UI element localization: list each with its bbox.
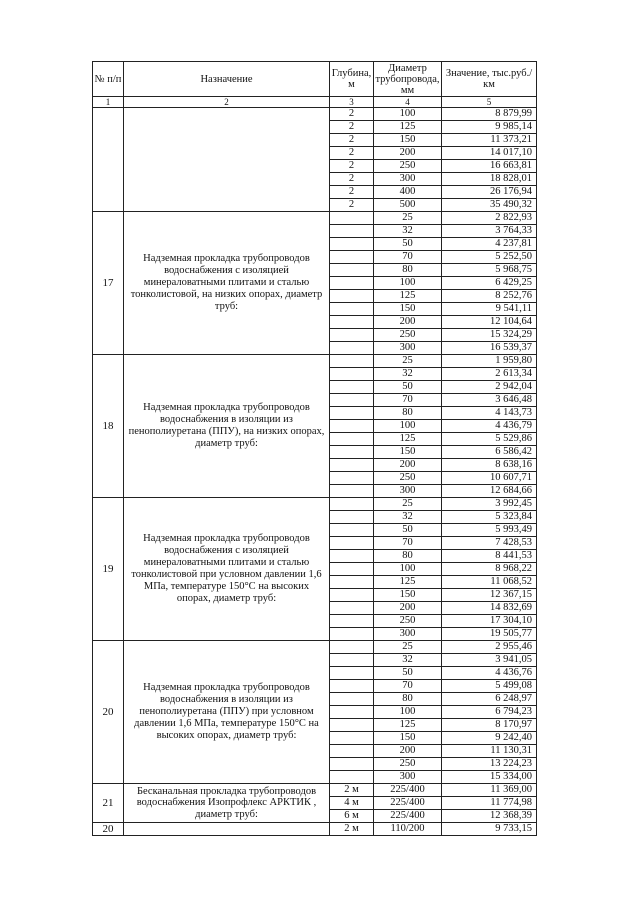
depth-cell xyxy=(330,615,374,628)
header-value: Значение, тыс.руб./км xyxy=(442,62,537,97)
diameter-cell: 125 xyxy=(374,290,442,303)
value-cell: 6 248,97 xyxy=(442,693,537,706)
value-cell: 8 638,16 xyxy=(442,459,537,472)
value-cell: 7 428,53 xyxy=(442,537,537,550)
diameter-cell: 150 xyxy=(374,732,442,745)
item-number: 17 xyxy=(93,212,124,355)
diameter-cell: 125 xyxy=(374,576,442,589)
diameter-cell: 50 xyxy=(374,381,442,394)
item-number xyxy=(93,108,124,212)
depth-cell xyxy=(330,303,374,316)
diameter-cell: 400 xyxy=(374,186,442,199)
value-cell: 15 324,29 xyxy=(442,329,537,342)
table-body xyxy=(93,108,537,836)
item-description: Надземная прокладка трубопроводов водоснабжения в изоляции из пенополиуретана (ППУ) при условном давлении 1,6 МПа, температуре 150°С на высоких опорах, диаметр труб: xyxy=(124,641,330,784)
depth-cell xyxy=(330,264,374,277)
depth-cell xyxy=(330,433,374,446)
item-number: 18 xyxy=(93,355,124,498)
depth-cell xyxy=(330,290,374,303)
diameter-cell: 250 xyxy=(374,472,442,485)
value-cell: 5 499,08 xyxy=(442,680,537,693)
value-cell: 3 941,05 xyxy=(442,654,537,667)
diameter-cell: 125 xyxy=(374,121,442,134)
value-cell: 18 828,01 xyxy=(442,173,537,186)
diameter-cell: 70 xyxy=(374,251,442,264)
depth-cell xyxy=(330,472,374,485)
diameter-cell: 200 xyxy=(374,459,442,472)
depth-cell xyxy=(330,511,374,524)
value-cell: 11 068,52 xyxy=(442,576,537,589)
table-row xyxy=(93,641,537,654)
value-cell: 9 985,14 xyxy=(442,121,537,134)
depth-cell: 4 м xyxy=(330,797,374,810)
depth-cell xyxy=(330,706,374,719)
diameter-cell: 25 xyxy=(374,641,442,654)
value-cell: 3 764,33 xyxy=(442,225,537,238)
value-cell: 2 613,34 xyxy=(442,368,537,381)
depth-cell xyxy=(330,550,374,563)
value-cell: 26 176,94 xyxy=(442,186,537,199)
depth-cell: 2 xyxy=(330,173,374,186)
diameter-cell: 150 xyxy=(374,134,442,147)
diameter-cell: 110/200 xyxy=(374,823,442,836)
diameter-cell: 250 xyxy=(374,758,442,771)
diameter-cell: 25 xyxy=(374,355,442,368)
depth-cell xyxy=(330,680,374,693)
value-cell: 5 252,50 xyxy=(442,251,537,264)
item-number: 19 xyxy=(93,498,124,641)
depth-cell xyxy=(330,238,374,251)
depth-cell xyxy=(330,693,374,706)
diameter-cell: 200 xyxy=(374,316,442,329)
value-cell: 12 367,15 xyxy=(442,589,537,602)
value-cell: 1 959,80 xyxy=(442,355,537,368)
diameter-cell: 32 xyxy=(374,225,442,238)
depth-cell xyxy=(330,420,374,433)
value-cell: 4 237,81 xyxy=(442,238,537,251)
value-cell: 4 436,79 xyxy=(442,420,537,433)
value-cell: 6 429,25 xyxy=(442,277,537,290)
value-cell: 4 143,73 xyxy=(442,407,537,420)
depth-cell: 2 xyxy=(330,147,374,160)
depth-cell xyxy=(330,277,374,290)
value-cell: 5 968,75 xyxy=(442,264,537,277)
value-cell: 11 130,31 xyxy=(442,745,537,758)
value-cell: 5 993,49 xyxy=(442,524,537,537)
value-cell: 2 955,46 xyxy=(442,641,537,654)
depth-cell xyxy=(330,212,374,225)
diameter-cell: 150 xyxy=(374,446,442,459)
depth-cell xyxy=(330,537,374,550)
diameter-cell: 250 xyxy=(374,160,442,173)
value-cell: 5 529,86 xyxy=(442,433,537,446)
table-row xyxy=(93,355,537,368)
diameter-cell: 100 xyxy=(374,420,442,433)
value-cell: 2 942,04 xyxy=(442,381,537,394)
diameter-cell: 200 xyxy=(374,745,442,758)
header-row xyxy=(93,62,537,97)
diameter-cell: 32 xyxy=(374,654,442,667)
value-cell: 12 368,39 xyxy=(442,810,537,823)
column-number: 5 xyxy=(442,97,537,108)
value-cell: 15 334,00 xyxy=(442,771,537,784)
depth-cell xyxy=(330,576,374,589)
value-cell: 11 373,21 xyxy=(442,134,537,147)
value-cell: 11 774,98 xyxy=(442,797,537,810)
cost-table xyxy=(92,61,537,836)
depth-cell xyxy=(330,498,374,511)
value-cell: 5 323,84 xyxy=(442,511,537,524)
diameter-cell: 25 xyxy=(374,498,442,511)
value-cell: 13 224,23 xyxy=(442,758,537,771)
diameter-cell: 70 xyxy=(374,680,442,693)
value-cell: 11 369,00 xyxy=(442,784,537,797)
diameter-cell: 300 xyxy=(374,628,442,641)
depth-cell xyxy=(330,563,374,576)
column-number: 4 xyxy=(374,97,442,108)
diameter-cell: 50 xyxy=(374,667,442,680)
depth-cell xyxy=(330,446,374,459)
value-cell: 6 586,42 xyxy=(442,446,537,459)
diameter-cell: 125 xyxy=(374,719,442,732)
value-cell: 16 539,37 xyxy=(442,342,537,355)
depth-cell: 2 м xyxy=(330,784,374,797)
depth-cell xyxy=(330,732,374,745)
column-number-row xyxy=(93,97,537,108)
depth-cell xyxy=(330,589,374,602)
depth-cell xyxy=(330,407,374,420)
item-description xyxy=(124,823,330,836)
value-cell: 8 879,99 xyxy=(442,108,537,121)
diameter-cell: 100 xyxy=(374,108,442,121)
depth-cell xyxy=(330,394,374,407)
diameter-cell: 70 xyxy=(374,394,442,407)
value-cell: 6 794,23 xyxy=(442,706,537,719)
diameter-cell: 300 xyxy=(374,342,442,355)
item-description xyxy=(124,108,330,212)
diameter-cell: 300 xyxy=(374,173,442,186)
item-description: Надземная прокладка трубопроводов водоснабжения с изоляцией минераловатными плитами и сталью тонколистовой, на низких опорах, диаметр труб: xyxy=(124,212,330,355)
depth-cell xyxy=(330,342,374,355)
value-cell: 17 304,10 xyxy=(442,615,537,628)
value-cell: 3 646,48 xyxy=(442,394,537,407)
value-cell: 10 607,71 xyxy=(442,472,537,485)
value-cell: 14 017,10 xyxy=(442,147,537,160)
depth-cell xyxy=(330,368,374,381)
diameter-cell: 200 xyxy=(374,602,442,615)
item-description: Надземная прокладка трубопроводов водоснабжения с изоляцией минераловатными плитами и сталью тонколистовой при условном давлении 1,6 МПа, температуре 150°С на высоких опорах, диаметр труб: xyxy=(124,498,330,641)
depth-cell xyxy=(330,329,374,342)
depth-cell: 2 xyxy=(330,199,374,212)
table-row xyxy=(93,498,537,511)
value-cell: 12 104,64 xyxy=(442,316,537,329)
depth-cell xyxy=(330,225,374,238)
table-row xyxy=(93,108,537,121)
depth-cell xyxy=(330,251,374,264)
value-cell: 3 992,45 xyxy=(442,498,537,511)
depth-cell: 2 xyxy=(330,108,374,121)
depth-cell xyxy=(330,381,374,394)
depth-cell xyxy=(330,654,374,667)
column-number: 1 xyxy=(93,97,124,108)
diameter-cell: 50 xyxy=(374,238,442,251)
item-number: 20 xyxy=(93,823,124,836)
header-num: № п/п xyxy=(93,62,124,97)
depth-cell xyxy=(330,771,374,784)
diameter-cell: 32 xyxy=(374,511,442,524)
depth-cell xyxy=(330,524,374,537)
depth-cell xyxy=(330,758,374,771)
header-diameter: Диаметр трубопровода, мм xyxy=(375,62,440,96)
depth-cell xyxy=(330,745,374,758)
diameter-cell: 250 xyxy=(374,329,442,342)
diameter-cell: 80 xyxy=(374,264,442,277)
table-row xyxy=(93,784,537,797)
diameter-cell: 300 xyxy=(374,485,442,498)
value-cell: 8 968,22 xyxy=(442,563,537,576)
value-cell: 19 505,77 xyxy=(442,628,537,641)
value-cell: 4 436,76 xyxy=(442,667,537,680)
value-cell: 2 822,93 xyxy=(442,212,537,225)
diameter-cell: 80 xyxy=(374,550,442,563)
diameter-cell: 300 xyxy=(374,771,442,784)
diameter-cell: 150 xyxy=(374,589,442,602)
depth-cell: 2 xyxy=(330,186,374,199)
diameter-cell: 100 xyxy=(374,277,442,290)
depth-cell xyxy=(330,628,374,641)
diameter-cell: 225/400 xyxy=(374,797,442,810)
diameter-cell: 70 xyxy=(374,537,442,550)
value-cell: 12 684,66 xyxy=(442,485,537,498)
diameter-cell: 225/400 xyxy=(374,784,442,797)
value-cell: 8 441,53 xyxy=(442,550,537,563)
value-cell: 9 242,40 xyxy=(442,732,537,745)
table-row xyxy=(93,212,537,225)
depth-cell xyxy=(330,316,374,329)
depth-cell: 2 xyxy=(330,134,374,147)
depth-cell xyxy=(330,667,374,680)
diameter-cell: 125 xyxy=(374,433,442,446)
value-cell: 35 490,32 xyxy=(442,199,537,212)
diameter-cell: 100 xyxy=(374,563,442,576)
value-cell: 14 832,69 xyxy=(442,602,537,615)
diameter-cell: 250 xyxy=(374,615,442,628)
depth-cell xyxy=(330,485,374,498)
value-cell: 8 252,76 xyxy=(442,290,537,303)
item-description: Надземная прокладка трубопроводов водоснабжения в изоляции из пенополиуретана (ППУ), на низких опорах, диаметр труб: xyxy=(124,355,330,498)
depth-cell xyxy=(330,602,374,615)
diameter-cell: 80 xyxy=(374,693,442,706)
diameter-cell: 150 xyxy=(374,303,442,316)
diameter-cell: 225/400 xyxy=(374,810,442,823)
item-number: 20 xyxy=(93,641,124,784)
diameter-cell: 32 xyxy=(374,368,442,381)
diameter-cell: 200 xyxy=(374,147,442,160)
value-cell: 9 733,15 xyxy=(442,823,537,836)
depth-cell xyxy=(330,641,374,654)
diameter-cell: 500 xyxy=(374,199,442,212)
header-purpose: Назначение xyxy=(124,62,330,97)
depth-cell: 2 xyxy=(330,121,374,134)
table-row xyxy=(93,823,537,836)
depth-cell: 2 xyxy=(330,160,374,173)
item-description: Бесканальная прокладка трубопроводов водоснабжения Изопрофлекс АРКТИК , диаметр труб: xyxy=(124,784,330,823)
item-number: 21 xyxy=(93,784,124,823)
depth-cell: 2 м xyxy=(330,823,374,836)
column-number: 3 xyxy=(330,97,374,108)
depth-cell xyxy=(330,719,374,732)
value-cell: 8 170,97 xyxy=(442,719,537,732)
depth-cell: 6 м xyxy=(330,810,374,823)
depth-cell xyxy=(330,459,374,472)
value-cell: 9 541,11 xyxy=(442,303,537,316)
diameter-cell: 80 xyxy=(374,407,442,420)
header-depth: Глубина, м xyxy=(330,62,374,97)
value-cell: 16 663,81 xyxy=(442,160,537,173)
depth-cell xyxy=(330,355,374,368)
column-number: 2 xyxy=(124,97,330,108)
diameter-cell: 50 xyxy=(374,524,442,537)
diameter-cell: 100 xyxy=(374,706,442,719)
diameter-cell: 25 xyxy=(374,212,442,225)
